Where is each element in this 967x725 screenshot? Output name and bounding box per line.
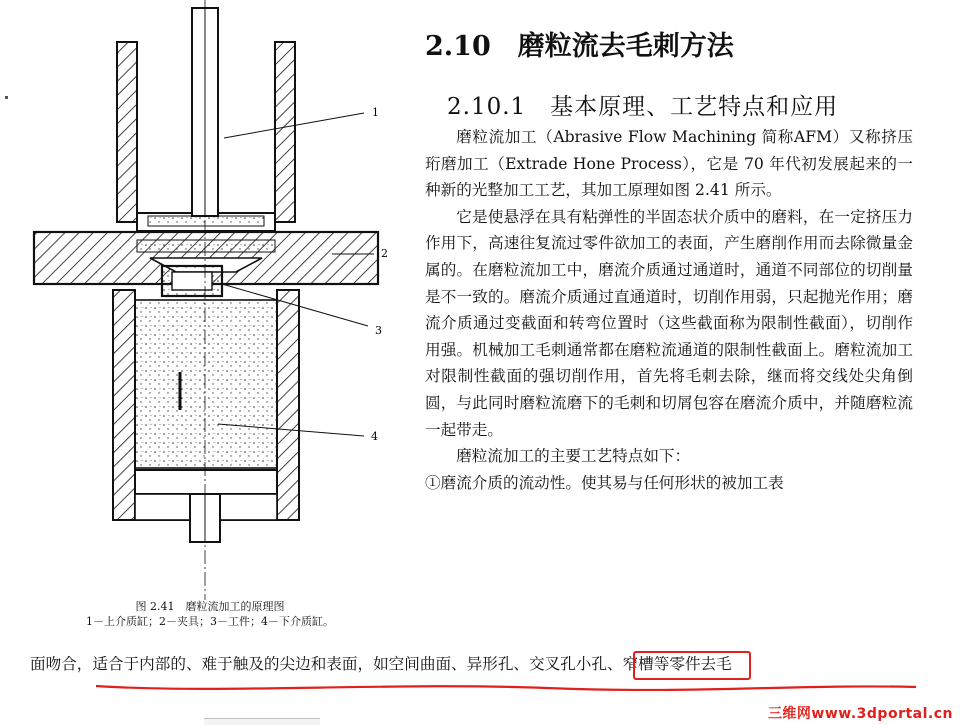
section-title: 2.10 磨粒流去毛刺方法 (425, 31, 734, 62)
callout-3: 3 (375, 324, 382, 337)
callout-1: 1 (372, 106, 379, 119)
paragraph-principle: 它是使悬浮在具有粘弹性的半固态状介质中的磨料，在一定挤压力作用下，高速往复流过零件欲加工的表面，产生磨削作用而去除微量金属的。在磨粒流加工中，磨流介质通过通道时，通道不同部位的切削量是不一致的。磨流介质通过直通道时，切削作用弱，只起抛光作用；磨流介质通过变截面和转弯位置时（这些截面称为限制性截面），切削作用强。机械加工毛刺通常都在磨粒流通道的限制性截面上。磨粒流加工对限制性截面的强切削作用，首先将毛刺去除，继而将交线处尖角倒圆，与此同时磨粒流磨下的毛刺和切屑包容在磨流介质中，并随磨粒流一起带走。 (425, 207, 913, 439)
figure-caption-title: 图 2.41 磨粒流加工的原理图 (135, 600, 285, 613)
watermark: 三维网www.3dportal.cn (767, 706, 953, 722)
red-underline-annotation (96, 678, 916, 696)
full-width-line: 面吻合，适合于内部的、难于触及的尖边和表面，如空间曲面、异形孔、交叉孔小孔、窄槽等零件去毛 (30, 655, 732, 673)
paragraph-feature-1: ①磨流介质的流动性。使其易与任何形状的被加工表 (425, 473, 784, 492)
afm-principle-figure (0, 0, 420, 600)
workpiece (162, 266, 222, 296)
paragraph-intro: 磨粒流加工（Abrasive Flow Machining 简称AFM）又称挤压珩磨加工（Extrade Hone Process），它是 70 年代初发展起来的一种新的光整加工工艺，其加工原理如图 2.41 所示。 (425, 128, 913, 200)
lower-medium-cylinder (113, 290, 299, 520)
callout-2: 2 (381, 247, 388, 260)
figure-caption-legend: 1－上介质缸；2－夹具；3－工件；4－下介质缸。 (86, 615, 334, 628)
subsection-title: 2.10.1 基本原理、工艺特点和应用 (447, 94, 839, 120)
paragraph-features-heading: 磨粒流加工的主要工艺特点如下： (456, 447, 691, 466)
red-box-annotation (633, 651, 751, 680)
body-text (425, 124, 913, 496)
page-tab[interactable] (204, 718, 320, 725)
callout-4: 4 (371, 430, 378, 443)
